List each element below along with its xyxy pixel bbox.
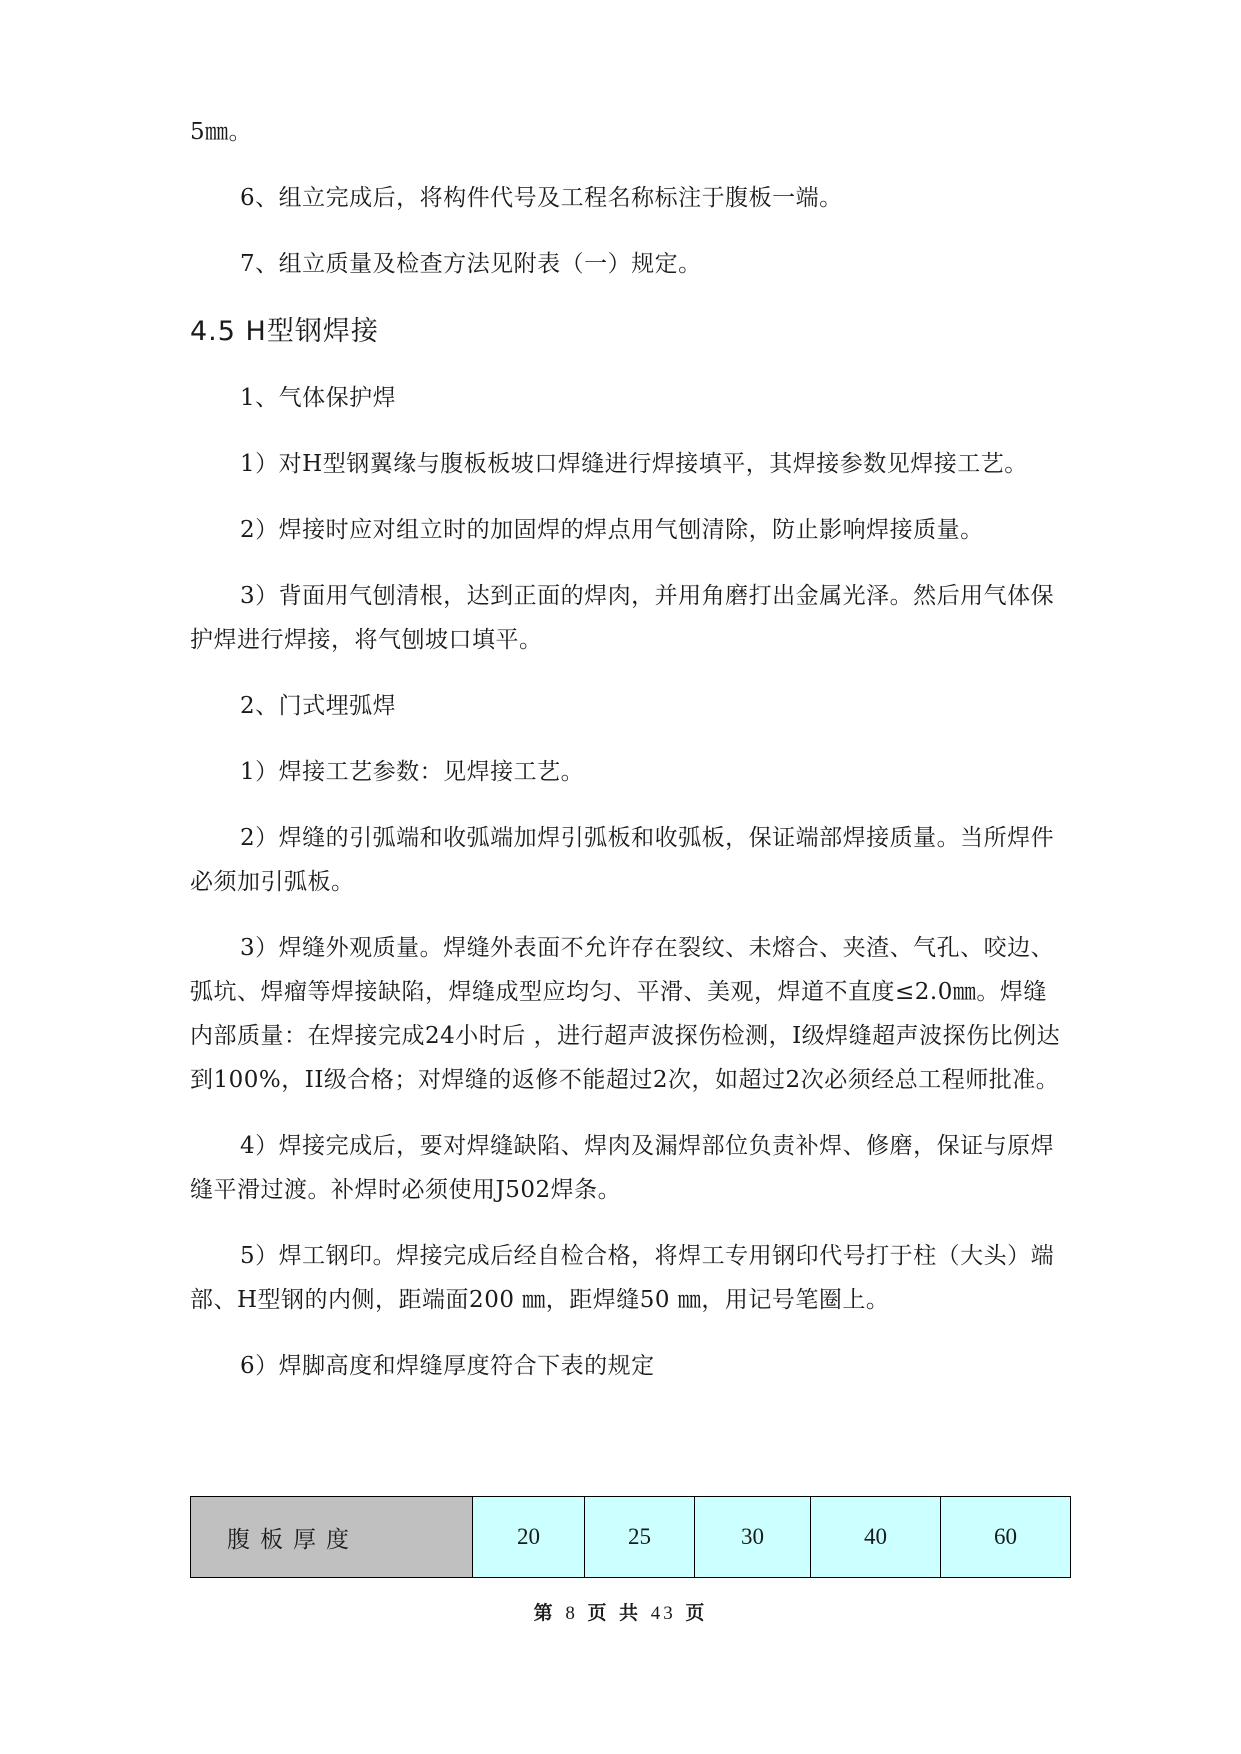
table-row <box>191 1497 1071 1578</box>
paragraph: 6、组立完成后，将构件代号及工程名称标注于腹板一端。 <box>240 185 843 211</box>
footer-page-number: 8 <box>565 1603 578 1624</box>
paragraph: 5㎜。 <box>190 119 253 145</box>
paragraph: 7、组立质量及检查方法见附表（一）规定。 <box>240 251 702 277</box>
table-header-cell: 腹板厚度 <box>191 1497 473 1578</box>
page-footer <box>0 1598 1241 1625</box>
weld-spec-table <box>190 1496 1071 1578</box>
paragraph: 5）焊工钢印。焊接完成后经自检合格，将焊工专用钢印代号打于柱（大头）端部、H型钢的内侧，距端面200 ㎜，距焊缝50 ㎜，用记号笔圈上。 <box>190 1243 1055 1313</box>
paragraph: 4）焊接完成后，要对焊缝缺陷、焊肉及漏焊部位负责补焊、修磨，保证与原焊缝平滑过渡。补焊时必须使用J502焊条。 <box>190 1133 1055 1203</box>
paragraph: 2）焊缝的引弧端和收弧端加焊引弧板和收弧板，保证端部焊接质量。当所焊件必须加引弧板。 <box>190 825 1055 895</box>
paragraph: 2、门式埋弧焊 <box>240 693 397 719</box>
table-cell: 20 <box>473 1497 585 1578</box>
paragraph: 2）焊接时应对组立时的加固焊的焊点用气刨清除，防止影响焊接质量。 <box>240 517 984 543</box>
paragraph: 1）对H型钢翼缘与腹板板坡口焊缝进行焊接填平，其焊接参数见焊接工艺。 <box>240 451 1028 477</box>
table-cell: 30 <box>695 1497 811 1578</box>
intro-paragraphs <box>190 110 1070 286</box>
footer-total-pages: 43 <box>650 1603 676 1624</box>
document-body <box>190 110 1070 1388</box>
footer-middle: 页 共 <box>587 1602 642 1624</box>
footer-suffix: 页 <box>685 1602 708 1624</box>
paragraph: 3）背面用气刨清根，达到正面的焊肉，并用角磨打出金属光泽。然后用气体保护焊进行焊接，将气刨坡口填平。 <box>190 583 1055 653</box>
table-cell: 40 <box>811 1497 941 1578</box>
paragraph: 1、气体保护焊 <box>240 385 397 411</box>
table-cell: 60 <box>941 1497 1071 1578</box>
paragraph: 6）焊脚高度和焊缝厚度符合下表的规定 <box>240 1353 655 1379</box>
section-heading: 4.5 H型钢焊接 <box>190 316 379 347</box>
footer-prefix: 第 <box>533 1602 556 1624</box>
table-cell: 25 <box>585 1497 695 1578</box>
paragraph: 1）焊接工艺参数：见焊接工艺。 <box>240 759 585 785</box>
section-paragraphs <box>190 376 1070 1388</box>
paragraph: 3）焊缝外观质量。焊缝外表面不允许存在裂纹、未熔合、夹渣、气孔、咬边、弧坑、焊瘤等焊接缺陷，焊缝成型应均匀、平滑、美观，焊道不直度≤2.0㎜。焊缝内部质量：在焊接完成24小时后 ，进行超声波探伤检测，I级焊缝超声波探伤比例达到100%，II级合格；对焊缝的返修不能超过2次，如超过2次必须经总工程师批准。 <box>190 935 1061 1093</box>
